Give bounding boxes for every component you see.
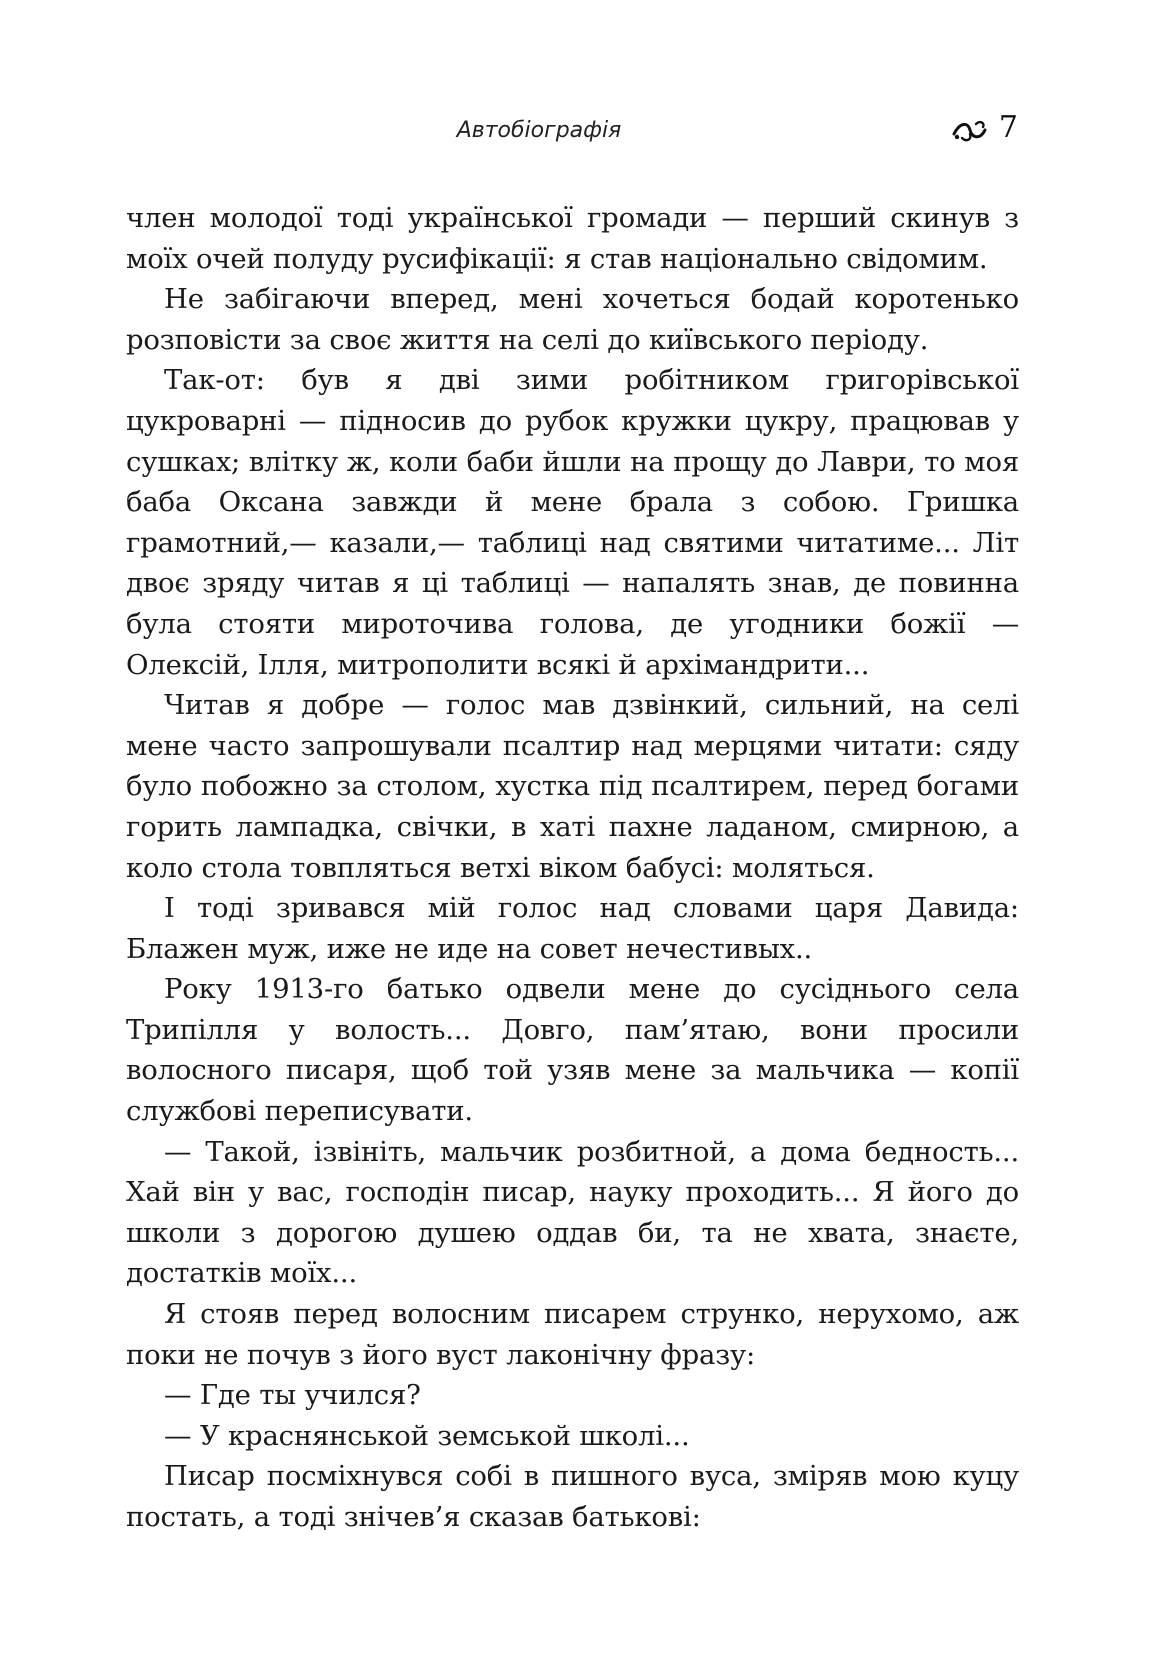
body-text [126, 198, 1019, 1538]
paragraph-continued: член молодої тоді української громади — перший скинув з моїх очей полуду русифікації: я став національно свідомим. [126, 202, 1019, 275]
paragraph: Так-от: був я дві зими робітником григорівської цукроварні — підносив до рубок кружки цукру, працював у сушках; влітку ж, коли баби йшли на прощу до Лаври, то моя баба Оксана завжди й мене брала з собою. Гришка грамотний,— казали,— таблиці над святими читатиме... Літ двоє зряду читав я ці таблиці — напалять знав, де повинна була стояти мироточива голова, де угодники божії — Олексій, Ілля, митрополити всякі й архімандрити... [126, 364, 1019, 681]
dialogue-line: — Где ты учился? [164, 1379, 421, 1412]
running-title: Автобіографія [456, 118, 622, 143]
paragraph: І тоді зривався мій голос над словами царя Давида: Блажен муж, иже не иде на совет нечестивых.. [126, 892, 1019, 965]
page-number: 7 [998, 110, 1018, 145]
paragraph: Не забігаючи вперед, мені хочеться бодай коротенько розповісти за своє життя на селі до київського періоду. [126, 283, 1019, 356]
paragraph: Року 1913-го батько одвели мене до сусіднього села Трипілля у волость... Довго, пам’ятаю, вони просили волосного писаря, щоб той узяв мене за мальчика — копії службові переписувати. [126, 973, 1019, 1128]
paragraph: Читав я добре — голос мав дзвінкий, сильний, на селі мене часто запрошували псалтир над мерцями читати: сяду було побожно за столом, хустка під псалтирем, перед богами горить лампадка, свічки, в хаті пахне ладаном, смирною, а коло стола товпляться ветхі віком бабусі: моляться. [126, 689, 1019, 884]
fleuron-icon [952, 118, 988, 144]
paragraph: Писар посміхнувся собі в пишного вуса, зміряв мою куцу постать, а тоді знічев’я сказав батькові: [126, 1460, 1019, 1533]
paragraph: Я стояв перед волосним писарем струнко, нерухомо, аж поки не почув з його вуст лаконічну фразу: [126, 1298, 1019, 1371]
running-head [120, 108, 1018, 152]
dialogue-line: — Такой, ізвініть, мальчик розбитной, а дома бедность... Хай він у вас, господін писар, науку проходить... Я його до школи з дорогою душею оддав би, та не хвата, знаєте, достатків моїх... [126, 1135, 1019, 1290]
dialogue-line: — У краснянськой земськой школі... [164, 1419, 690, 1452]
